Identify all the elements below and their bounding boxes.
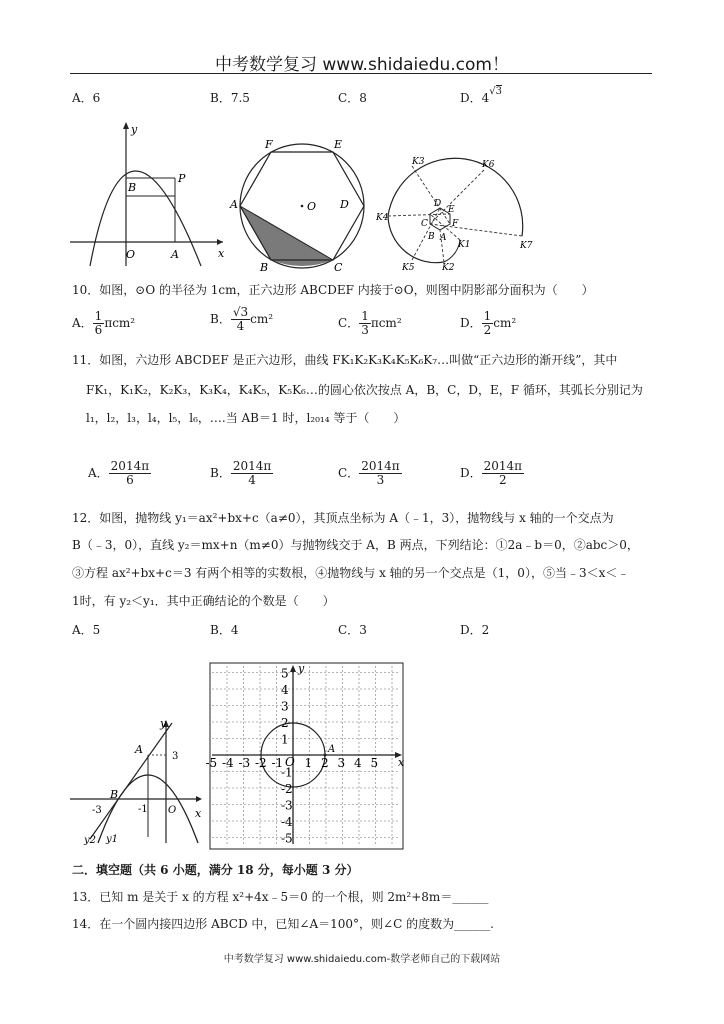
fig3-label-d: D: [434, 199, 442, 209]
fig3-label-k1: K1: [458, 240, 471, 250]
fig2-label-a: A: [230, 198, 238, 211]
figure-parabola-rectangle: [68, 118, 230, 270]
q11-stem-line2: FK₁，K₁K₂，K₂K₃，K₃K₄，K₄K₅，K₅K₆…的圆心依次按点 A，B，C，D，E，F 循环，其弧长分别记为: [86, 383, 643, 397]
y-tick-label: 1: [281, 732, 289, 747]
fig2-label-f: F: [265, 138, 273, 151]
fig3-label-f: F: [452, 219, 459, 229]
fig1-label-o: O: [126, 248, 136, 261]
header-divider: [70, 73, 652, 74]
fig3-label-e: E: [448, 205, 455, 215]
fig4-label-o: O: [168, 805, 177, 816]
q12-stem-line4: 1时，有 y₂＜y₁．其中正确结论的个数是（ ）: [72, 594, 335, 608]
y-tick-label: -5: [281, 831, 293, 846]
page-footer: 中考数学复习 www.shidaiedu.com-数学老师自己的下载网站: [223, 954, 501, 965]
fig3-label-b: B: [428, 232, 435, 242]
q11-option-a: A． $\frac{2014\pi}{6}$: [88, 459, 150, 487]
q10-option-b: B． $\frac{√3}{4}$ cm²: [210, 305, 274, 333]
figure-grid-circle: [205, 662, 408, 852]
fig4-label-b: B: [110, 788, 119, 801]
fig4-label-a: A: [135, 743, 143, 756]
q12-stem-line1: 12．如图，抛物线 y₁＝ax²+bx+c（a≠0），其顶点坐标为 A（﹣1，3），抛物线与 x 轴的一个交点为: [72, 511, 614, 525]
y-tick-label: 4: [281, 683, 289, 697]
x-tick-label: 1: [304, 756, 313, 770]
q11-option-c: C． $\frac{2014\pi}{3}$: [338, 459, 400, 487]
fig1-label-a: A: [171, 248, 179, 261]
q14-stem: 14．在一个圆内接四边形 ABCD 中，已知∠A＝100°，则∠C 的度数为______.: [72, 917, 494, 931]
x-tick-label: -2: [255, 756, 267, 770]
y-tick-label: -2: [281, 782, 293, 796]
y-tick-label: -3: [281, 798, 293, 813]
q12-option-b: B．4: [210, 623, 239, 637]
fig1-label-b: B: [128, 181, 137, 194]
q10-stem: 10．如图，⊙O 的半径为 1cm，正六边形 ABCDEF 内接于⊙O，则图中阴影部分面积为（ ）: [72, 283, 594, 297]
fig4-label-x: x: [195, 807, 202, 820]
fig1-label-x: x: [218, 247, 225, 260]
q13-stem: 13．已知 m 是关于 x 的方程 x²+4x﹣5＝0 的一个根，则 2m²+8m＝______: [72, 890, 489, 904]
y-tick-label: -1: [281, 765, 293, 780]
fig2-label-o: O: [307, 200, 317, 213]
fig3-label-k4: K4: [376, 213, 389, 223]
x-tick-label: -3: [238, 756, 251, 770]
q12-stem-line3: ③方程 ax²+bx+c＝3 有两个相等的实数根，④抛物线与 x 轴的另一个交点是（1，0），⑤当﹣3＜x＜﹣: [72, 566, 630, 580]
x-tick-label: -5: [205, 756, 218, 770]
q11-option-b: B． $\frac{2014\pi}{4}$: [210, 459, 272, 487]
q12-option-d: D．2: [460, 623, 490, 637]
fig3-label-a: A: [440, 233, 447, 243]
fig2-label-c: C: [334, 261, 343, 274]
fig3-label-k2: K2: [442, 263, 455, 273]
x-tick-label: 4: [354, 756, 362, 770]
q9-option-c: C．8: [338, 91, 367, 105]
q11-option-d: D． $\frac{2014\pi}{2}$: [460, 459, 523, 487]
fig4-label-m3: -3: [92, 805, 102, 816]
fig5-label-x: x: [398, 756, 405, 769]
y-tick-label: 2: [281, 716, 289, 730]
figure-hexagon-shaded: [230, 134, 358, 272]
y-tick-label: 5: [281, 666, 289, 681]
fig1-label-p: P: [178, 172, 186, 185]
q9-option-d: D．$4^{√3}$: [460, 86, 503, 105]
fig2-label-e: E: [334, 138, 343, 151]
fig5-label-o: O: [285, 755, 295, 769]
fig3-label-k5: K5: [402, 263, 415, 273]
x-tick-label: 5: [370, 756, 379, 770]
fig4-label-m1: -1: [138, 804, 148, 815]
fig3-label-k7: K7: [520, 241, 533, 251]
q10-option-d: D． $\frac{1}{2}$ cm²: [460, 309, 517, 337]
fig1-label-y: y: [131, 123, 138, 136]
page-header: 中考数学复习 www.shidaiedu.com！: [215, 55, 509, 75]
x-tick-label: 3: [337, 756, 346, 770]
y-tick-label: 3: [281, 699, 289, 714]
fig3-label-c: C: [421, 219, 428, 229]
fig2-label-b: B: [260, 261, 269, 274]
section2-title: 二．填空题（共 6 小题，满分 18 分，每小题 3 分）: [72, 863, 359, 877]
fig2-label-d: D: [340, 198, 349, 211]
q12-option-c: C．3: [338, 623, 367, 637]
figure-hexagon-involute: [372, 152, 537, 272]
x-tick-label: -4: [222, 756, 234, 770]
fig4-label-y: y: [160, 717, 167, 730]
fig4-label-y1: y1: [106, 834, 119, 845]
q10-option-a: A． $\frac{1}{6}$ πcm²: [72, 309, 136, 337]
fig4-label-y2: y2: [84, 835, 97, 846]
fig3-label-k6: K6: [482, 160, 495, 170]
q9-option-b: B．7.5: [210, 91, 250, 105]
fig5-label-y: y: [298, 662, 305, 675]
q11-stem-line1: 11．如图，六边形 ABCDEF 是正六边形，曲线 FK₁K₂K₃K₄K₅K₆K₇…叫做“正六边形的渐开线”，其中: [72, 353, 618, 367]
fig3-label-k3: K3: [412, 157, 425, 167]
y-tick-label: -4: [281, 815, 293, 829]
x-tick-label: -1: [271, 756, 284, 770]
q12-stem-line2: B（﹣3，0），直线 y₂＝mx+n（m≠0）与抛物线交于 A，B 两点，下列结论：①2a﹣b＝0，②abc＞0，: [72, 538, 639, 552]
figure-parabola-line: [68, 715, 210, 847]
fig4-label-3: 3: [172, 751, 179, 762]
fig5-label-a: A: [328, 744, 336, 755]
q9-option-a: A．6: [72, 91, 101, 105]
x-tick-label: 2: [321, 756, 329, 770]
q11-stem-line3: l₁，l₂，l₃，l₄，l₅，l₆，….当 AB＝1 时，l₂₀₁₄ 等于（ ）: [86, 411, 406, 425]
q10-option-c: C． $\frac{1}{3}$ πcm²: [338, 309, 402, 337]
q12-option-a: A．5: [72, 623, 101, 637]
